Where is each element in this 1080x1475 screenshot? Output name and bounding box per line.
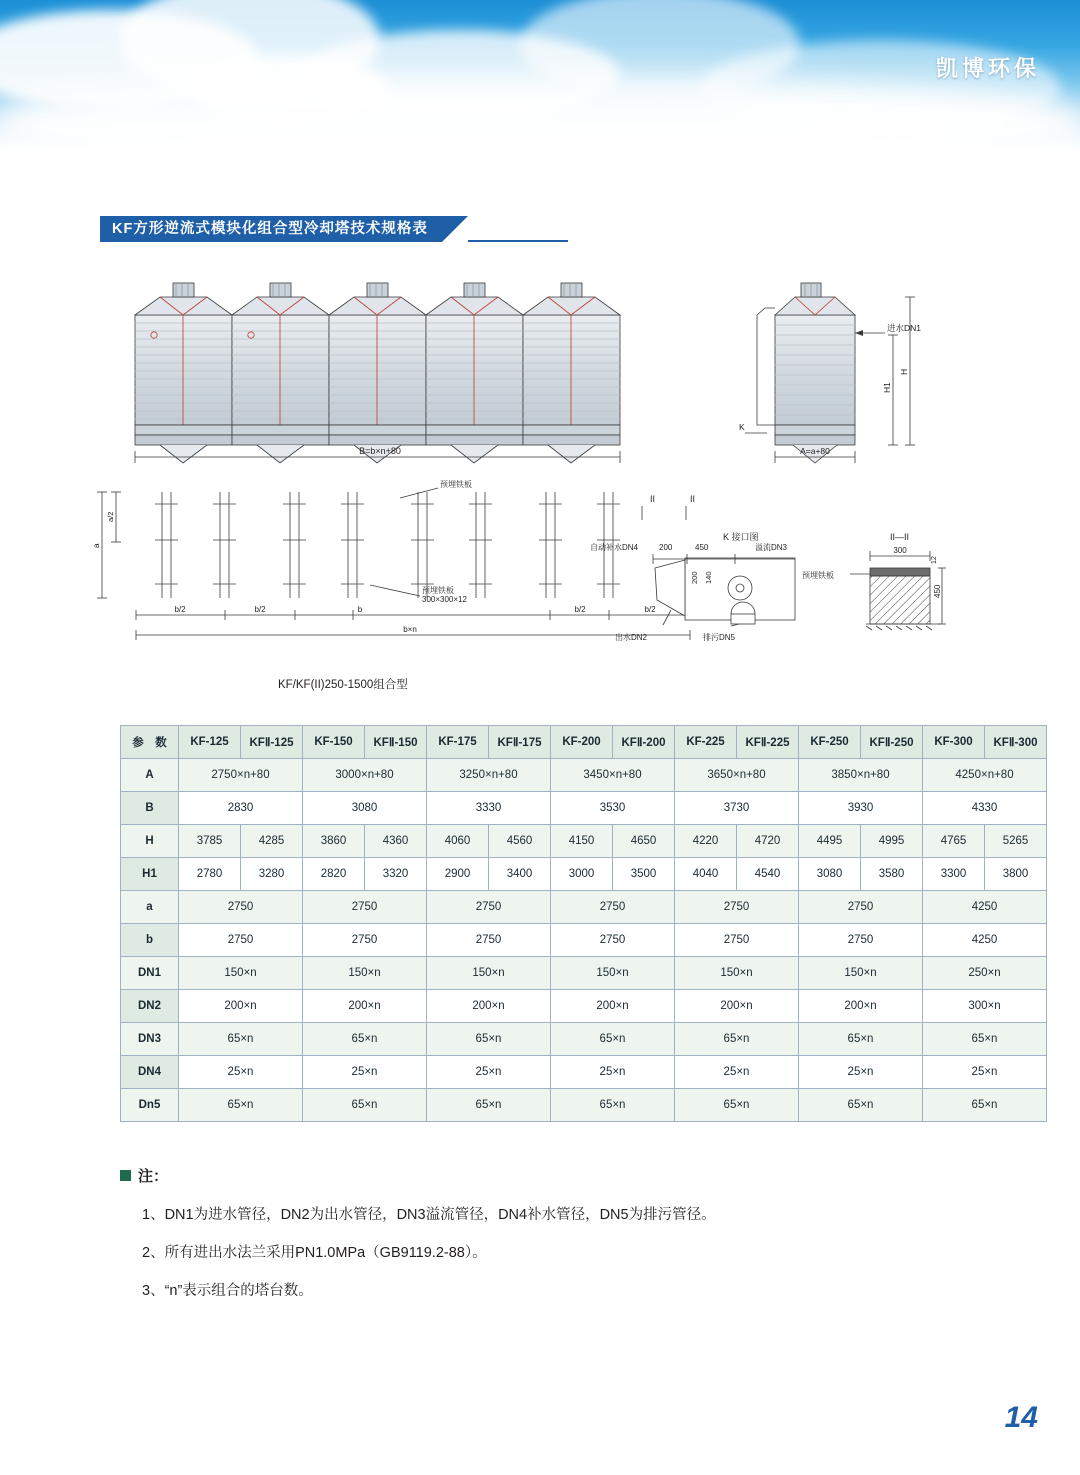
cell: 4765: [923, 825, 985, 858]
cell: 5265: [985, 825, 1047, 858]
cell: 4540: [737, 858, 799, 891]
cell: 150×n: [799, 957, 923, 990]
cell: 2750: [675, 891, 799, 924]
cell: 2750: [799, 891, 923, 924]
cell: 2750×n+80: [179, 759, 303, 792]
col-header-model: KFⅡ-200: [613, 726, 675, 759]
row-label: b: [121, 924, 179, 957]
cell: 3330: [427, 792, 551, 825]
table-row: [121, 1089, 1047, 1122]
dim-label-b-half: b/2: [174, 605, 186, 614]
cell: 3300: [923, 858, 985, 891]
section-mark-2: II: [690, 494, 696, 504]
cell: 3730: [675, 792, 799, 825]
cell: 4250×n+80: [923, 759, 1047, 792]
cell: 150×n: [551, 957, 675, 990]
cell: 3500: [613, 858, 675, 891]
table-row: [121, 825, 1047, 858]
cell: 2750: [427, 924, 551, 957]
dim-label-b-half: b/2: [254, 605, 266, 614]
cell: 2750: [427, 891, 551, 924]
label-embed-plate-2: 预埋铁板: [422, 586, 454, 595]
ribbon-underline: [468, 240, 568, 242]
cell: 4285: [241, 825, 303, 858]
cell: 3080: [799, 858, 861, 891]
cell: 65×n: [799, 1089, 923, 1122]
row-label: H: [121, 825, 179, 858]
cell: 65×n: [551, 1089, 675, 1122]
row-label: a: [121, 891, 179, 924]
drawing-caption: KF/KF(II)250-1500组合型: [278, 679, 408, 691]
dim-300: 300: [893, 546, 907, 555]
dim-label-b: b: [357, 605, 363, 614]
ribbon-tail-shape: [442, 216, 468, 242]
cell: 200×n: [179, 990, 303, 1023]
col-header-model: KF-225: [675, 726, 737, 759]
notes-title-text: 注：: [138, 1168, 169, 1185]
table-row: [121, 990, 1047, 1023]
cell: 65×n: [179, 1023, 303, 1056]
square-bullet-icon: [120, 1170, 131, 1181]
spec-table: [120, 725, 1047, 1122]
dim-12: 12: [931, 556, 938, 564]
cell: 200×n: [675, 990, 799, 1023]
cell: 2780: [179, 858, 241, 891]
section-title-ii: II—II: [890, 532, 910, 542]
cell: 25×n: [923, 1056, 1047, 1089]
label-outlet: 出水DN2: [615, 633, 648, 642]
label-embed-plate-sec: 预埋铁板: [802, 571, 834, 580]
note-item: 1、DN1为进水管径，DN2为出水管径，DN3溢流管径，DN4补水管径，DN5为排污管径。: [142, 1207, 716, 1223]
col-header-model: KFⅡ-150: [365, 726, 427, 759]
row-label: A: [121, 759, 179, 792]
cell: 4330: [923, 792, 1047, 825]
col-header-model: KF-200: [551, 726, 613, 759]
note-item: 2、所有进出水法兰采用PN1.0MPa（GB9119.2-88）。: [142, 1245, 487, 1261]
table-row: [121, 891, 1047, 924]
dim-label-H: H: [899, 368, 909, 375]
cell: 150×n: [675, 957, 799, 990]
cell: 2750: [675, 924, 799, 957]
dim-label-a-half: a/2: [106, 511, 115, 522]
page-header-banner: [0, 0, 1080, 150]
cell: 2750: [551, 924, 675, 957]
cell: 3080: [303, 792, 427, 825]
page-number: 14: [1004, 1401, 1038, 1434]
cell: 2750: [799, 924, 923, 957]
label-blowdown: 排污DN5: [703, 633, 736, 642]
cell: 3785: [179, 825, 241, 858]
cell: 65×n: [427, 1023, 551, 1056]
col-header-model: KF-250: [799, 726, 861, 759]
cell: 2820: [303, 858, 365, 891]
row-label: DN4: [121, 1056, 179, 1089]
cell: 2750: [303, 891, 427, 924]
cell: 65×n: [675, 1089, 799, 1122]
table-row: [121, 957, 1047, 990]
row-label: DN3: [121, 1023, 179, 1056]
cell: 2900: [427, 858, 489, 891]
table-row: [121, 1023, 1047, 1056]
cell: 3580: [861, 858, 923, 891]
cell: 3450×n+80: [551, 759, 675, 792]
table-row: [121, 759, 1047, 792]
label-embed-plate: 预埋铁板: [440, 480, 472, 489]
cell: 25×n: [303, 1056, 427, 1089]
cell: 3280: [241, 858, 303, 891]
cell: 65×n: [551, 1023, 675, 1056]
col-header-model: KFⅡ-300: [985, 726, 1047, 759]
dim-label-b-x-n: b×n: [403, 625, 417, 634]
cell: 65×n: [799, 1023, 923, 1056]
cell: 4560: [489, 825, 551, 858]
cell: 4995: [861, 825, 923, 858]
cell: 3650×n+80: [675, 759, 799, 792]
table-row: [121, 1056, 1047, 1089]
dim-450b: 450: [933, 584, 942, 598]
row-label: Dn5: [121, 1089, 179, 1122]
table-header-row: [121, 726, 1047, 759]
cell: 65×n: [427, 1089, 551, 1122]
cell: 25×n: [675, 1056, 799, 1089]
row-label: B: [121, 792, 179, 825]
table-row: [121, 924, 1047, 957]
col-header-model: KF-300: [923, 726, 985, 759]
cell: 4495: [799, 825, 861, 858]
cell: 65×n: [923, 1023, 1047, 1056]
cell: 200×n: [551, 990, 675, 1023]
dim-label-b-half: b/2: [644, 605, 656, 614]
foundation-plan-group: [92, 479, 695, 640]
cell: 3930: [799, 792, 923, 825]
k-connection-detail: [590, 531, 795, 642]
col-header-model: KF-150: [303, 726, 365, 759]
side-elevation-group: [739, 283, 921, 463]
label-embed-plate-size: 300×300×12: [422, 595, 467, 604]
technical-drawing: [90, 275, 990, 705]
cell: 250×n: [923, 957, 1047, 990]
cell: 3530: [551, 792, 675, 825]
cell: 3320: [365, 858, 427, 891]
dim-label-inlet: 进水DN1: [887, 323, 922, 333]
label-auto-makeup: 自动补水DN4: [590, 543, 639, 552]
cell: 65×n: [675, 1023, 799, 1056]
row-label: H1: [121, 858, 179, 891]
cell: 65×n: [923, 1089, 1047, 1122]
cell: 25×n: [551, 1056, 675, 1089]
cell: 300×n: [923, 990, 1047, 1023]
cell: 65×n: [303, 1023, 427, 1056]
cell: 4250: [923, 891, 1047, 924]
col-header-model: KFⅡ-225: [737, 726, 799, 759]
label-overflow: 溢流DN3: [755, 543, 788, 552]
cell: 3800: [985, 858, 1047, 891]
cell: 65×n: [303, 1089, 427, 1122]
dim-label-a: a: [92, 543, 101, 548]
cell: 4720: [737, 825, 799, 858]
dim-140: 140: [704, 571, 713, 584]
notes-title: [120, 1165, 980, 1186]
table-row: [121, 858, 1047, 891]
dim-450: 450: [695, 543, 709, 552]
cell: 3250×n+80: [427, 759, 551, 792]
cell: 200×n: [303, 990, 427, 1023]
section-ii-detail: [802, 532, 946, 630]
section-title-text: KF方形逆流式模块化组合型冷却塔技术规格表: [100, 216, 442, 242]
dim-label-A: A=a+80: [800, 446, 830, 456]
dim-label-K: K: [739, 422, 745, 432]
notes-section: [120, 1165, 980, 1300]
cell: 4150: [551, 825, 613, 858]
cell: 2750: [179, 891, 303, 924]
section-title-ribbon: [100, 216, 568, 242]
col-header-model: KFⅡ-175: [489, 726, 551, 759]
cell: 150×n: [179, 957, 303, 990]
cell: 4650: [613, 825, 675, 858]
cell: 200×n: [427, 990, 551, 1023]
dim-label-b-half: b/2: [574, 605, 586, 614]
cell: 3000: [551, 858, 613, 891]
cell: 25×n: [799, 1056, 923, 1089]
k-detail-title: K 接口图: [723, 532, 759, 542]
row-label: DN2: [121, 990, 179, 1023]
dim-label-H1: H1: [882, 382, 892, 393]
cell: 4360: [365, 825, 427, 858]
cell: 4250: [923, 924, 1047, 957]
cell: 4060: [427, 825, 489, 858]
dim-200b: 200: [690, 571, 699, 584]
col-header-model: KF-175: [427, 726, 489, 759]
cooling-tower-drawing-svg: [90, 275, 990, 705]
cell: 200×n: [799, 990, 923, 1023]
cell: 4040: [675, 858, 737, 891]
cell: 3000×n+80: [303, 759, 427, 792]
col-header-param: 参 数: [121, 726, 179, 759]
front-elevation-group: [135, 283, 620, 463]
cell: 4220: [675, 825, 737, 858]
dim-200: 200: [659, 543, 673, 552]
cell: 25×n: [427, 1056, 551, 1089]
cell: 2830: [179, 792, 303, 825]
cell: 2750: [303, 924, 427, 957]
cloud-shape: [0, 80, 1080, 150]
cell: 3400: [489, 858, 551, 891]
col-header-model: KF-125: [179, 726, 241, 759]
row-label: DN1: [121, 957, 179, 990]
table-row: [121, 792, 1047, 825]
col-header-model: KFⅡ-125: [241, 726, 303, 759]
cell: 25×n: [179, 1056, 303, 1089]
cell: 3860: [303, 825, 365, 858]
dim-label-B: B=b×n+80: [359, 446, 401, 456]
cell: 2750: [551, 891, 675, 924]
col-header-model: KFⅡ-250: [861, 726, 923, 759]
cell: 2750: [179, 924, 303, 957]
cell: 3850×n+80: [799, 759, 923, 792]
note-item: 3、“n”表示组合的塔台数。: [142, 1283, 313, 1299]
cell: 150×n: [427, 957, 551, 990]
brand-logo-text: 凯博环保: [935, 56, 1040, 81]
cell: 65×n: [179, 1089, 303, 1122]
section-mark-1: II: [650, 494, 656, 504]
cell: 150×n: [303, 957, 427, 990]
